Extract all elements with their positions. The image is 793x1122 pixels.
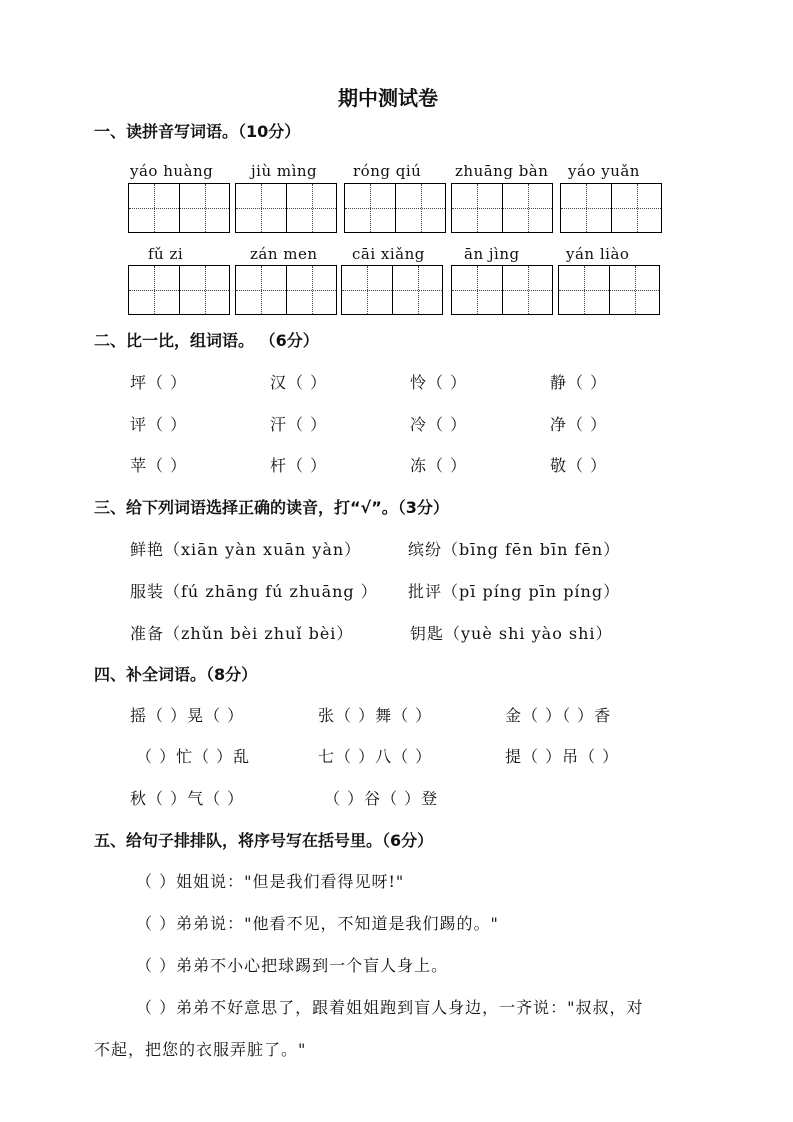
pinyin-label: cāi xiǎng [352, 245, 425, 263]
sentence-continuation: 不起，把您的衣服弄脏了。" [94, 1040, 307, 1059]
idiom-item[interactable]: （ ）谷（ ）登 [324, 789, 439, 808]
sentence-item[interactable]: （ ）弟弟不好意思了，跟着姐姐跑到盲人身边，一齐说："叔叔，对 [136, 998, 644, 1017]
idiom-item[interactable]: 摇（ ）晃（ ） [130, 706, 245, 725]
sentence-item[interactable]: （ ）弟弟说："他看不见，不知道是我们踢的。" [136, 914, 499, 933]
section-4-heading: 四、补全词语。（8分） [94, 665, 258, 684]
pinyin-label: zán men [250, 245, 318, 263]
word-item[interactable]: 汗（ ） [270, 415, 328, 434]
section-1-heading: 一、读拼音写词语。（10分） [94, 122, 301, 141]
word-item[interactable]: 汉（ ） [270, 373, 328, 392]
sentence-item[interactable]: （ ）弟弟不小心把球踢到一个盲人身上。 [136, 956, 449, 975]
writing-grid[interactable] [560, 183, 662, 233]
writing-grid[interactable] [128, 183, 230, 233]
word-item[interactable]: 坪（ ） [130, 373, 188, 392]
word-item[interactable]: 杆（ ） [270, 456, 328, 475]
pinyin-label: yáo yuǎn [568, 162, 640, 180]
section-3-heading: 三、给下列词语选择正确的读音，打“√”。（3分） [94, 498, 449, 517]
pinyin-label: fǔ zi [148, 245, 184, 263]
writing-grid[interactable] [558, 265, 660, 315]
pinyin-label: yáo huàng [130, 162, 214, 180]
writing-grid[interactable] [235, 183, 337, 233]
writing-grid[interactable] [341, 265, 443, 315]
section-5-heading: 五、给句子排排队，将序号写在括号里。（6分） [94, 831, 434, 850]
pronunciation-choice[interactable]: 准备（zhǔn bèi zhuǐ bèi） [130, 624, 354, 643]
page-title: 期中测试卷 [338, 86, 438, 110]
word-item[interactable]: 冷（ ） [410, 415, 468, 434]
writing-grid[interactable] [451, 265, 553, 315]
idiom-item[interactable]: （ ）忙（ ）乱 [136, 747, 251, 766]
idiom-item[interactable]: 张（ ）舞（ ） [318, 706, 433, 725]
pronunciation-choice[interactable]: 缤纷（bīng fēn bīn fēn） [408, 540, 621, 559]
word-item[interactable]: 静（ ） [550, 373, 608, 392]
word-item[interactable]: 冻（ ） [410, 456, 468, 475]
writing-grid[interactable] [344, 183, 446, 233]
word-item[interactable]: 净（ ） [550, 415, 608, 434]
idiom-item[interactable]: 七（ ）八（ ） [318, 747, 433, 766]
idiom-item[interactable]: 提（ ）吊（ ） [505, 747, 620, 766]
writing-grid[interactable] [451, 183, 553, 233]
pinyin-label: róng qiú [353, 162, 422, 180]
word-item[interactable]: 怜（ ） [410, 373, 468, 392]
idiom-item[interactable]: 金（ ）（ ）香 [505, 706, 612, 725]
section-2-heading: 二、比一比，组词语。 （6分） [94, 331, 319, 350]
pronunciation-choice[interactable]: 钥匙（yuè shi yào shi） [410, 624, 613, 643]
idiom-item[interactable]: 秋（ ）气（ ） [130, 789, 245, 808]
pronunciation-choice[interactable]: 鲜艳（xiān yàn xuān yàn） [130, 540, 362, 559]
pinyin-label: yán liào [566, 245, 630, 263]
pinyin-label: zhuāng bàn [455, 162, 549, 180]
word-item[interactable]: 评（ ） [130, 415, 188, 434]
pinyin-label: jiù mìng [251, 162, 318, 180]
pronunciation-choice[interactable]: 批评（pī píng pīn píng） [408, 582, 621, 601]
pinyin-label: ān jìng [464, 245, 520, 263]
writing-grid[interactable] [235, 265, 337, 315]
pronunciation-choice[interactable]: 服装（fú zhāng fú zhuāng ） [130, 582, 378, 601]
writing-grid[interactable] [128, 265, 230, 315]
word-item[interactable]: 敬（ ） [550, 456, 608, 475]
word-item[interactable]: 苹（ ） [130, 456, 188, 475]
sentence-item[interactable]: （ ）姐姐说："但是我们看得见呀!" [136, 872, 405, 891]
